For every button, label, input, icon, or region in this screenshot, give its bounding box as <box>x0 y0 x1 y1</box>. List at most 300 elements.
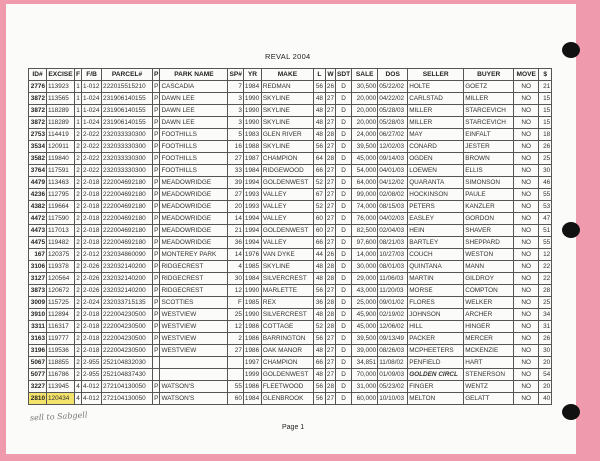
cell-amount: 28 <box>539 285 552 297</box>
page-number: Page 1 <box>282 424 305 431</box>
table-row <box>29 141 552 153</box>
cell-f: 2 <box>75 189 82 201</box>
cell-f-b: 2-955 <box>82 369 102 381</box>
cell-f: 2 <box>75 249 82 261</box>
cell-dos: 08/21/03 <box>378 237 408 249</box>
cell-id: 4473 <box>29 225 47 237</box>
cell-sale: 20,000 <box>352 117 378 129</box>
cell-f-b: 2-018 <box>82 345 102 357</box>
cell-id: 167 <box>29 249 47 261</box>
cell-excise: 113463 <box>47 177 75 189</box>
cell-park-name: FOOTHILLS <box>160 153 228 165</box>
cell-parcel: 252104832030 <box>102 357 153 369</box>
cell-dos: 09/14/03 <box>378 153 408 165</box>
handwritten-note: sell to Sabgell <box>29 410 88 423</box>
cell-amount: 18 <box>539 129 552 141</box>
cell-f-b: 1-024 <box>82 93 102 105</box>
cell-yr: 1999 <box>243 369 261 381</box>
cell-excise: 112795 <box>47 189 75 201</box>
cell-seller: GOLDEN CIRCL <box>408 369 464 381</box>
cell-dos: 10/10/03 <box>378 393 408 405</box>
cell-parcel: 222004230500 <box>102 345 153 357</box>
cell-yr: 1990 <box>243 309 261 321</box>
cell-f: 2 <box>75 237 82 249</box>
cell-sp: 14 <box>228 249 243 261</box>
column-header: SP# <box>228 69 243 81</box>
cell-p: P <box>153 297 160 309</box>
cell-f: 2 <box>75 213 82 225</box>
cell-sdt: D <box>336 357 352 369</box>
cell-move: NO <box>514 393 539 405</box>
cell-w: 28 <box>325 321 335 333</box>
cell-f-b: 4-012 <box>82 381 102 393</box>
table-row <box>29 105 552 117</box>
cell-l: 56 <box>313 285 325 297</box>
cell-sdt: D <box>336 297 352 309</box>
cell-move: NO <box>514 117 539 129</box>
cell-seller: CONARD <box>408 141 464 153</box>
hole-punch <box>562 222 580 238</box>
cell-dos: 05/23/02 <box>378 381 408 393</box>
cell-park-name: DAWN LEE <box>160 93 228 105</box>
cell-amount: 47 <box>539 213 552 225</box>
cell-w: 27 <box>325 177 335 189</box>
cell-yr: 1984 <box>243 81 261 93</box>
table-row <box>29 393 552 405</box>
table-row <box>29 345 552 357</box>
table-row <box>29 333 552 345</box>
cell-amount: 25 <box>539 297 552 309</box>
cell-amount: 54 <box>539 369 552 381</box>
cell-park-name: FOOTHILLS <box>160 165 228 177</box>
cell-amount: 53 <box>539 201 552 213</box>
table-row <box>29 273 552 285</box>
cell-move: NO <box>514 165 539 177</box>
cell-l: 66 <box>313 357 325 369</box>
cell-excise: 117591 <box>47 165 75 177</box>
cell-make: GOLDENWEST <box>261 177 313 189</box>
cell-sdt: D <box>336 93 352 105</box>
cell-sale: 31,000 <box>352 381 378 393</box>
cell-p: P <box>153 165 160 177</box>
cell-excise: 116317 <box>47 321 75 333</box>
header-row <box>29 69 552 81</box>
cell-dos: 05/28/03 <box>378 117 408 129</box>
cell-make: COTTAGE <box>261 321 313 333</box>
cell-l: 56 <box>313 333 325 345</box>
cell-park-name: FOOTHILLS <box>160 129 228 141</box>
cell-p: P <box>153 249 160 261</box>
cell-buyer: STENERSON <box>464 369 514 381</box>
cell-dos: 08/26/03 <box>378 345 408 357</box>
cell-sale: 76,000 <box>352 213 378 225</box>
cell-parcel: 231906140155 <box>102 93 153 105</box>
cell-yr: 1994 <box>243 225 261 237</box>
cell-id: 3764 <box>29 165 47 177</box>
cell-w: 28 <box>325 129 335 141</box>
cell-p: P <box>153 141 160 153</box>
cell-parcel: 222004692180 <box>102 189 153 201</box>
cell-sdt: D <box>336 129 352 141</box>
cell-dos: 10/27/03 <box>378 249 408 261</box>
cell-excise: 120672 <box>47 285 75 297</box>
cell-f-b: 2-022 <box>82 153 102 165</box>
cell-excise: 119536 <box>47 345 75 357</box>
table-row <box>29 129 552 141</box>
cell-id: 4236 <box>29 189 47 201</box>
cell-parcel: 222015515210 <box>102 81 153 93</box>
cell-w: 26 <box>325 81 335 93</box>
cell-p: P <box>153 129 160 141</box>
cell-l: 36 <box>313 297 325 309</box>
cell-sale: 25,000 <box>352 297 378 309</box>
cell-park-name: MEADOWRIDGE <box>160 201 228 213</box>
cell-p: P <box>153 333 160 345</box>
cell-parcel: 272104130050 <box>102 381 153 393</box>
cell-dos: 04/01/03 <box>378 165 408 177</box>
cell-f: 1 <box>75 81 82 93</box>
cell-sp: 12 <box>228 321 243 333</box>
cell-parcel: 231906140155 <box>102 117 153 129</box>
cell-seller: QUINTANA <box>408 261 464 273</box>
cell-sdt: D <box>336 309 352 321</box>
table-row <box>29 201 552 213</box>
cell-yr: 1986 <box>243 345 261 357</box>
cell-excise: 112894 <box>47 309 75 321</box>
cell-park-name: SCOTTIES <box>160 297 228 309</box>
cell-park-name: DAWN LEE <box>160 117 228 129</box>
cell-dos: 05/28/03 <box>378 105 408 117</box>
cell-move: NO <box>514 249 539 261</box>
cell-amount: 21 <box>539 81 552 93</box>
cell-sdt: D <box>336 117 352 129</box>
cell-dos: 08/15/03 <box>378 201 408 213</box>
cell-make: VALLEY <box>261 237 313 249</box>
cell-amount: 30 <box>539 345 552 357</box>
cell-park-name: RIDGECREST <box>160 273 228 285</box>
cell-buyer: BROWN <box>464 153 514 165</box>
cell-l: 52 <box>313 177 325 189</box>
cell-w: 27 <box>325 345 335 357</box>
cell-yr: 1983 <box>243 129 261 141</box>
cell-sale: 99,000 <box>352 189 378 201</box>
cell-id: 3009 <box>29 297 47 309</box>
cell-excise: 119482 <box>47 237 75 249</box>
cell-l: 60 <box>313 213 325 225</box>
table-row <box>29 153 552 165</box>
cell-seller: MILLER <box>408 105 464 117</box>
cell-amount: 26 <box>539 333 552 345</box>
cell-f-b: 2-018 <box>82 309 102 321</box>
cell-sale: 82,500 <box>352 225 378 237</box>
cell-sdt: D <box>336 285 352 297</box>
cell-buyer: MCKENZIE <box>464 345 514 357</box>
cell-id: 2753 <box>29 129 47 141</box>
cell-seller: QUARANTA <box>408 177 464 189</box>
cell-yr: 1984 <box>243 165 261 177</box>
cell-sp: 21 <box>228 225 243 237</box>
cell-make: FLEETWOOD <box>261 381 313 393</box>
cell-excise: 120911 <box>47 141 75 153</box>
cell-sale: 20,000 <box>352 105 378 117</box>
cell-parcel: 232032140200 <box>102 285 153 297</box>
cell-sdt: D <box>336 105 352 117</box>
cell-p: P <box>153 309 160 321</box>
cell-amount: 26 <box>539 141 552 153</box>
column-header: $ <box>539 69 552 81</box>
cell-sp: 3 <box>228 117 243 129</box>
cell-sale: 64,000 <box>352 177 378 189</box>
cell-w: 27 <box>325 213 335 225</box>
cell-yr: 1986 <box>243 381 261 393</box>
cell-l: 48 <box>313 309 325 321</box>
cell-sdt: D <box>336 165 352 177</box>
cell-l: 56 <box>313 381 325 393</box>
column-header: PARK NAME <box>160 69 228 81</box>
table-row <box>29 249 552 261</box>
cell-park-name: RIDGECREST <box>160 261 228 273</box>
cell-dos: 09/01/02 <box>378 297 408 309</box>
cell-f-b: 2-018 <box>82 189 102 201</box>
cell-w: 28 <box>325 153 335 165</box>
cell-p <box>153 369 160 381</box>
cell-f: 2 <box>75 261 82 273</box>
cell-id: 2810 <box>29 393 47 405</box>
cell-l: 48 <box>313 129 325 141</box>
cell-amount: 25 <box>539 153 552 165</box>
cell-amount: 30 <box>539 165 552 177</box>
cell-f: 2 <box>75 285 82 297</box>
cell-sale: 39,000 <box>352 345 378 357</box>
cell-seller: CARLSTAD <box>408 93 464 105</box>
cell-f: 1 <box>75 117 82 129</box>
cell-sdt: D <box>336 273 352 285</box>
cell-w: 28 <box>325 297 335 309</box>
cell-sale: 45,000 <box>352 321 378 333</box>
cell-buyer: GOETZ <box>464 81 514 93</box>
cell-w: 27 <box>325 117 335 129</box>
cell-park-name: MEADOWRIDGE <box>160 213 228 225</box>
table-row <box>29 189 552 201</box>
table-row <box>29 285 552 297</box>
table-row <box>29 297 552 309</box>
column-header: PARCEL# <box>102 69 153 81</box>
cell-park-name: WESTVIEW <box>160 333 228 345</box>
cell-sp: 20 <box>228 201 243 213</box>
cell-f-b: 1-024 <box>82 117 102 129</box>
cell-park-name: FOOTHILLS <box>160 141 228 153</box>
table-row <box>29 381 552 393</box>
cell-l: 44 <box>313 249 325 261</box>
cell-l: 52 <box>313 321 325 333</box>
cell-excise: 119378 <box>47 261 75 273</box>
column-header: MOVE <box>514 69 539 81</box>
cell-f: 4 <box>75 381 82 393</box>
cell-w: 27 <box>325 105 335 117</box>
cell-sale: 70,000 <box>352 369 378 381</box>
cell-move: NO <box>514 153 539 165</box>
column-header: SALE <box>352 69 378 81</box>
cell-w: 27 <box>325 189 335 201</box>
cell-dos: 11/06/03 <box>378 273 408 285</box>
cell-buyer: COMPTON <box>464 285 514 297</box>
cell-id: 3127 <box>29 273 47 285</box>
cell-f: 2 <box>75 129 82 141</box>
cell-sp: 33 <box>228 165 243 177</box>
cell-l: 48 <box>313 345 325 357</box>
cell-f: 2 <box>75 201 82 213</box>
table-row <box>29 225 552 237</box>
cell-sp: 30 <box>228 273 243 285</box>
column-header: SELLER <box>408 69 464 81</box>
table-row <box>29 237 552 249</box>
cell-f-b: 2-018 <box>82 177 102 189</box>
cell-f-b: 2-024 <box>82 297 102 309</box>
cell-parcel: 252104837430 <box>102 369 153 381</box>
column-header: YR <box>243 69 261 81</box>
cell-make: CHAMPION <box>261 153 313 165</box>
cell-make: GLENBROOK <box>261 393 313 405</box>
cell-f-b: 2-026 <box>82 261 102 273</box>
cell-move: NO <box>514 297 539 309</box>
cell-buyer: GORDON <box>464 213 514 225</box>
cell-make: SILVERCREST <box>261 309 313 321</box>
cell-buyer: SHEPPARD <box>464 237 514 249</box>
cell-excise: 118855 <box>47 357 75 369</box>
cell-excise: 116786 <box>47 369 75 381</box>
cell-dos: 12/02/03 <box>378 141 408 153</box>
cell-yr: 1988 <box>243 141 261 153</box>
cell-amount: 15 <box>539 117 552 129</box>
cell-f: 2 <box>75 309 82 321</box>
cell-f-b: 2-018 <box>82 237 102 249</box>
cell-p: P <box>153 153 160 165</box>
cell-yr: 1990 <box>243 285 261 297</box>
cell-w: 27 <box>325 237 335 249</box>
cell-l: 48 <box>313 105 325 117</box>
cell-f: 2 <box>75 273 82 285</box>
table-row <box>29 93 552 105</box>
cell-make: SKYLINE <box>261 93 313 105</box>
cell-yr: 1997 <box>243 357 261 369</box>
cell-f-b: 2-026 <box>82 285 102 297</box>
cell-yr: 1985 <box>243 297 261 309</box>
cell-seller: HOCKINSON <box>408 189 464 201</box>
cell-park-name: RIDGECREST <box>160 285 228 297</box>
cell-park-name: WATSON'S <box>160 393 228 405</box>
cell-f: 2 <box>75 177 82 189</box>
column-header: EXCISE <box>47 69 75 81</box>
cell-buyer: SIMONSON <box>464 177 514 189</box>
cell-sale: 54,000 <box>352 165 378 177</box>
cell-move: NO <box>514 345 539 357</box>
cell-make: OAK MANOR <box>261 345 313 357</box>
cell-buyer: SHAVER <box>464 225 514 237</box>
table-row <box>29 213 552 225</box>
cell-make: SILVERCREST <box>261 273 313 285</box>
cell-yr: 1986 <box>243 333 261 345</box>
cell-dos: 12/06/02 <box>378 321 408 333</box>
cell-yr: 1976 <box>243 249 261 261</box>
cell-yr: 1984 <box>243 393 261 405</box>
cell-f: 4 <box>75 393 82 405</box>
cell-l: 48 <box>313 273 325 285</box>
cell-buyer: MANN <box>464 261 514 273</box>
cell-f-b: 1-024 <box>82 105 102 117</box>
cell-amount: 15 <box>539 105 552 117</box>
cell-sale: 20,000 <box>352 93 378 105</box>
cell-sale: 39,500 <box>352 333 378 345</box>
cell-dos: 02/04/03 <box>378 225 408 237</box>
cell-sale: 39,500 <box>352 141 378 153</box>
cell-p: P <box>153 105 160 117</box>
cell-sale: 60,000 <box>352 393 378 405</box>
cell-w: 27 <box>325 201 335 213</box>
cell-park-name: MEADOWRIDGE <box>160 237 228 249</box>
cell-make: REDMAN <box>261 81 313 93</box>
cell-f: 2 <box>75 165 82 177</box>
cell-seller: MAY <box>408 129 464 141</box>
cell-make: GLEN RIVER <box>261 129 313 141</box>
cell-park-name <box>160 357 228 369</box>
cell-yr: 1986 <box>243 321 261 333</box>
cell-l: 66 <box>313 165 325 177</box>
column-header: P <box>153 69 160 81</box>
table-row <box>29 321 552 333</box>
cell-sale: 45,900 <box>352 309 378 321</box>
cell-amount: 55 <box>539 189 552 201</box>
cell-sdt: D <box>336 153 352 165</box>
cell-amount: 34 <box>539 309 552 321</box>
cell-sdt: D <box>336 225 352 237</box>
cell-id: 4479 <box>29 177 47 189</box>
cell-sale: 30,500 <box>352 81 378 93</box>
cell-buyer: HART <box>464 357 514 369</box>
column-header: W <box>325 69 335 81</box>
cell-park-name: MEADOWRIDGE <box>160 189 228 201</box>
hole-punch <box>562 42 580 58</box>
cell-sp: 39 <box>228 177 243 189</box>
cell-seller: HEIN <box>408 225 464 237</box>
column-header: BUYER <box>464 69 514 81</box>
hole-punch <box>562 404 580 420</box>
reval-table <box>28 68 552 405</box>
cell-sp: 14 <box>228 213 243 225</box>
cell-parcel: 232034860090 <box>102 249 153 261</box>
cell-w: 27 <box>325 369 335 381</box>
cell-park-name: MONTEREY PARK <box>160 249 228 261</box>
cell-l: 48 <box>313 117 325 129</box>
cell-id: 5077 <box>29 369 47 381</box>
cell-f: 2 <box>75 357 82 369</box>
cell-make: VALLEY <box>261 213 313 225</box>
cell-move: NO <box>514 369 539 381</box>
cell-sp: 60 <box>228 393 243 405</box>
table-row <box>29 165 552 177</box>
cell-dos: 05/22/02 <box>378 81 408 93</box>
cell-id: 3106 <box>29 261 47 273</box>
cell-l: 60 <box>313 225 325 237</box>
cell-w: 27 <box>325 393 335 405</box>
cell-sale: 74,000 <box>352 201 378 213</box>
cell-buyer: PAULE <box>464 189 514 201</box>
cell-w: 27 <box>325 357 335 369</box>
cell-dos: 04/22/02 <box>378 93 408 105</box>
cell-make: BARRINGTON <box>261 333 313 345</box>
cell-f: 2 <box>75 153 82 165</box>
column-header: ID# <box>29 69 47 81</box>
cell-excise: 117590 <box>47 213 75 225</box>
